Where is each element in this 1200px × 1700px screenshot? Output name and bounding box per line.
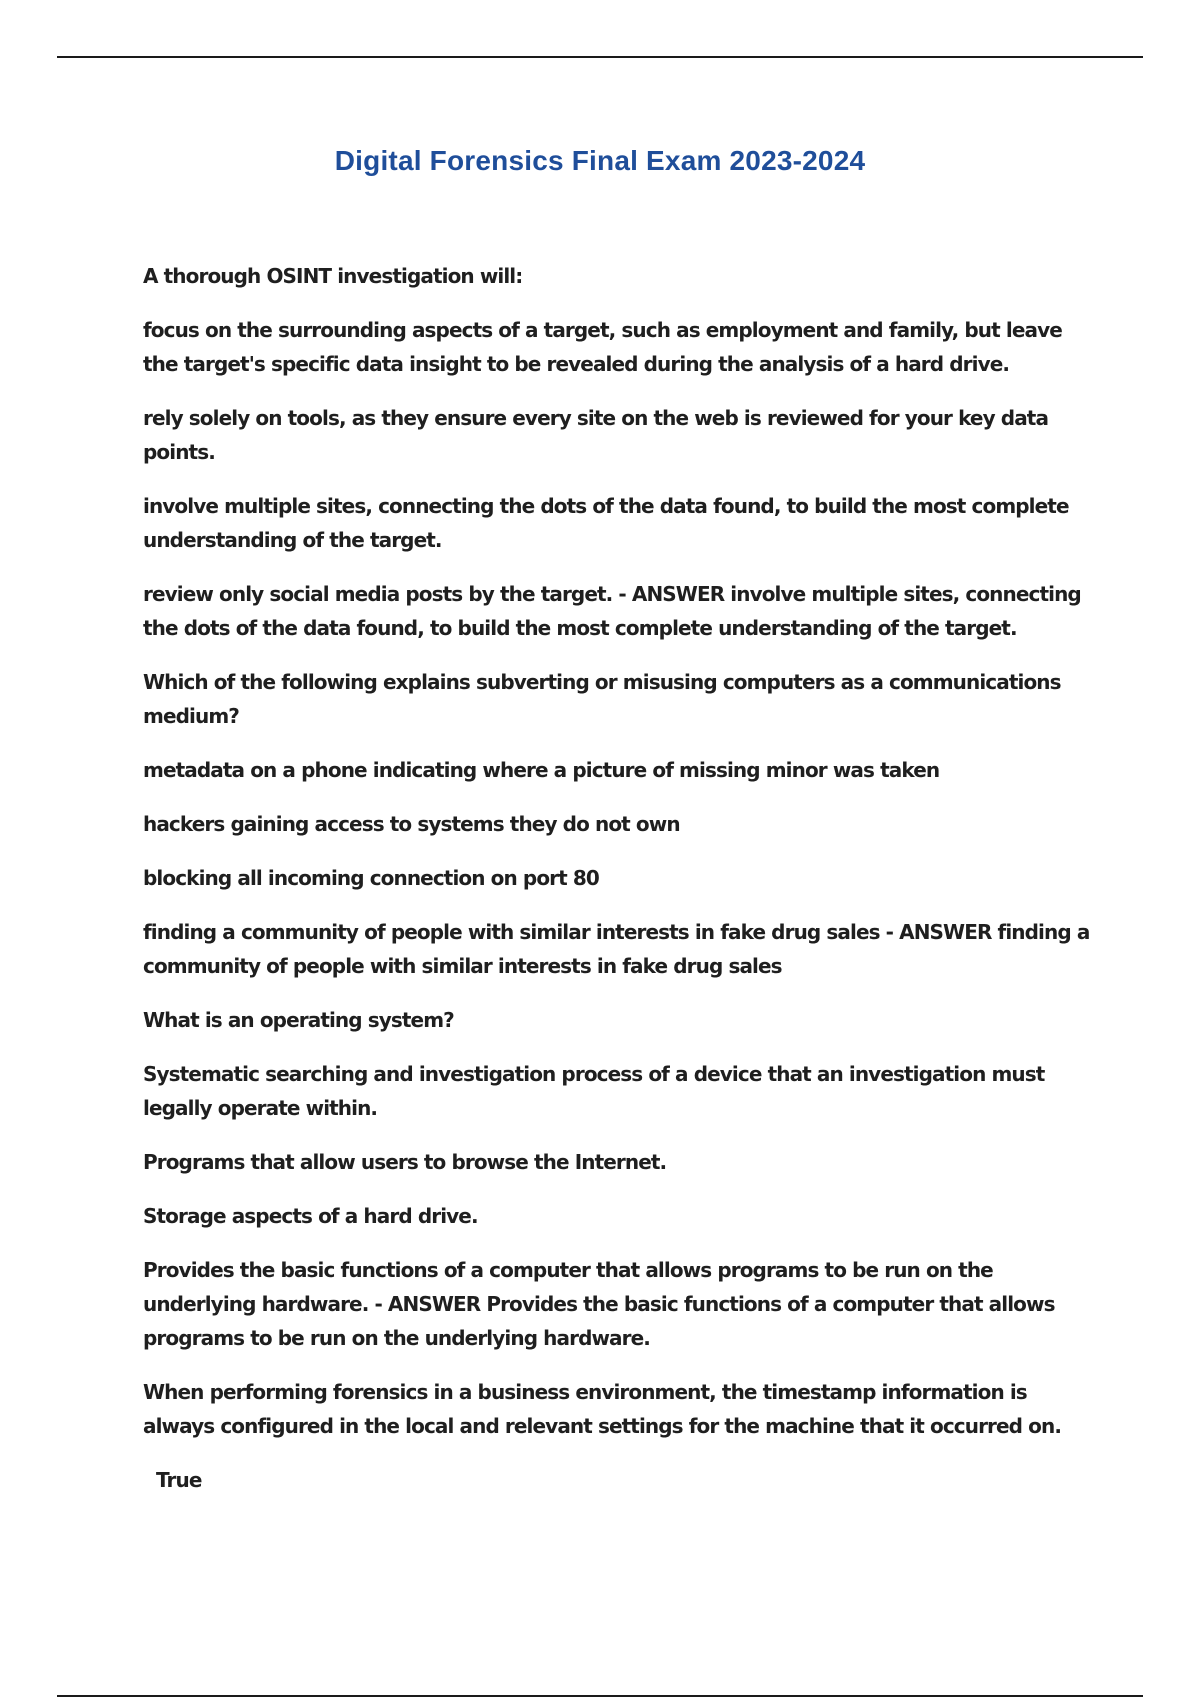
option-basic-functions-answer: Provides the basic functions of a computer that allows programs to be run on the underlying hardware. - ANSWER Provides the basic functions of a computer that allows programs to be run on the underlying hardware. (143, 1258, 1055, 1350)
question-osint: A thorough OSINT investigation will: (143, 264, 523, 288)
option-storage-aspects: Storage aspects of a hard drive. (143, 1204, 478, 1228)
option-rely-on-tools: rely solely on tools, as they ensure every site on the web is reviewed for your key data points. (143, 406, 1049, 464)
question-timestamp: When performing forensics in a business environment, the timestamp information is always configured in the local and relevant settings for the machine that it occurred on. (143, 1380, 1062, 1438)
question-communications-medium: Which of the following explains subverting or misusing computers as a communications medium? (143, 670, 1061, 728)
option-metadata: metadata on a phone indicating where a picture of missing minor was taken (143, 758, 940, 782)
question-operating-system: What is an operating system? (143, 1008, 454, 1032)
option-hackers: hackers gaining access to systems they do not own (143, 812, 680, 836)
option-browse-internet: Programs that allow users to browse the Internet. (143, 1150, 667, 1174)
option-true: True (156, 1468, 202, 1492)
option-social-media-answer: review only social media posts by the target. - ANSWER involve multiple sites, connecting the dots of the data found, to build the most complete understanding of the target. (143, 582, 1081, 640)
option-community-answer: finding a community of people with similar interests in fake drug sales - ANSWER finding a community of people with similar interests in fake drug sales (143, 920, 1090, 978)
document-title: Digital Forensics Final Exam 2023-2024 (334, 145, 866, 176)
option-blocking-port: blocking all incoming connection on port 80 (143, 866, 599, 890)
option-multiple-sites: involve multiple sites, connecting the dots of the data found, to build the most complete understanding of the target. (143, 494, 1069, 552)
document-body (143, 259, 1093, 1517)
bottom-divider (57, 1695, 1143, 1697)
option-systematic-searching: Systematic searching and investigation process of a device that an investigation must legally operate within. (143, 1062, 1045, 1120)
top-divider (57, 56, 1143, 58)
option-surrounding-aspects: focus on the surrounding aspects of a target, such as employment and family, but leave the target's specific data insight to be revealed during the analysis of a hard drive. (143, 318, 1062, 376)
